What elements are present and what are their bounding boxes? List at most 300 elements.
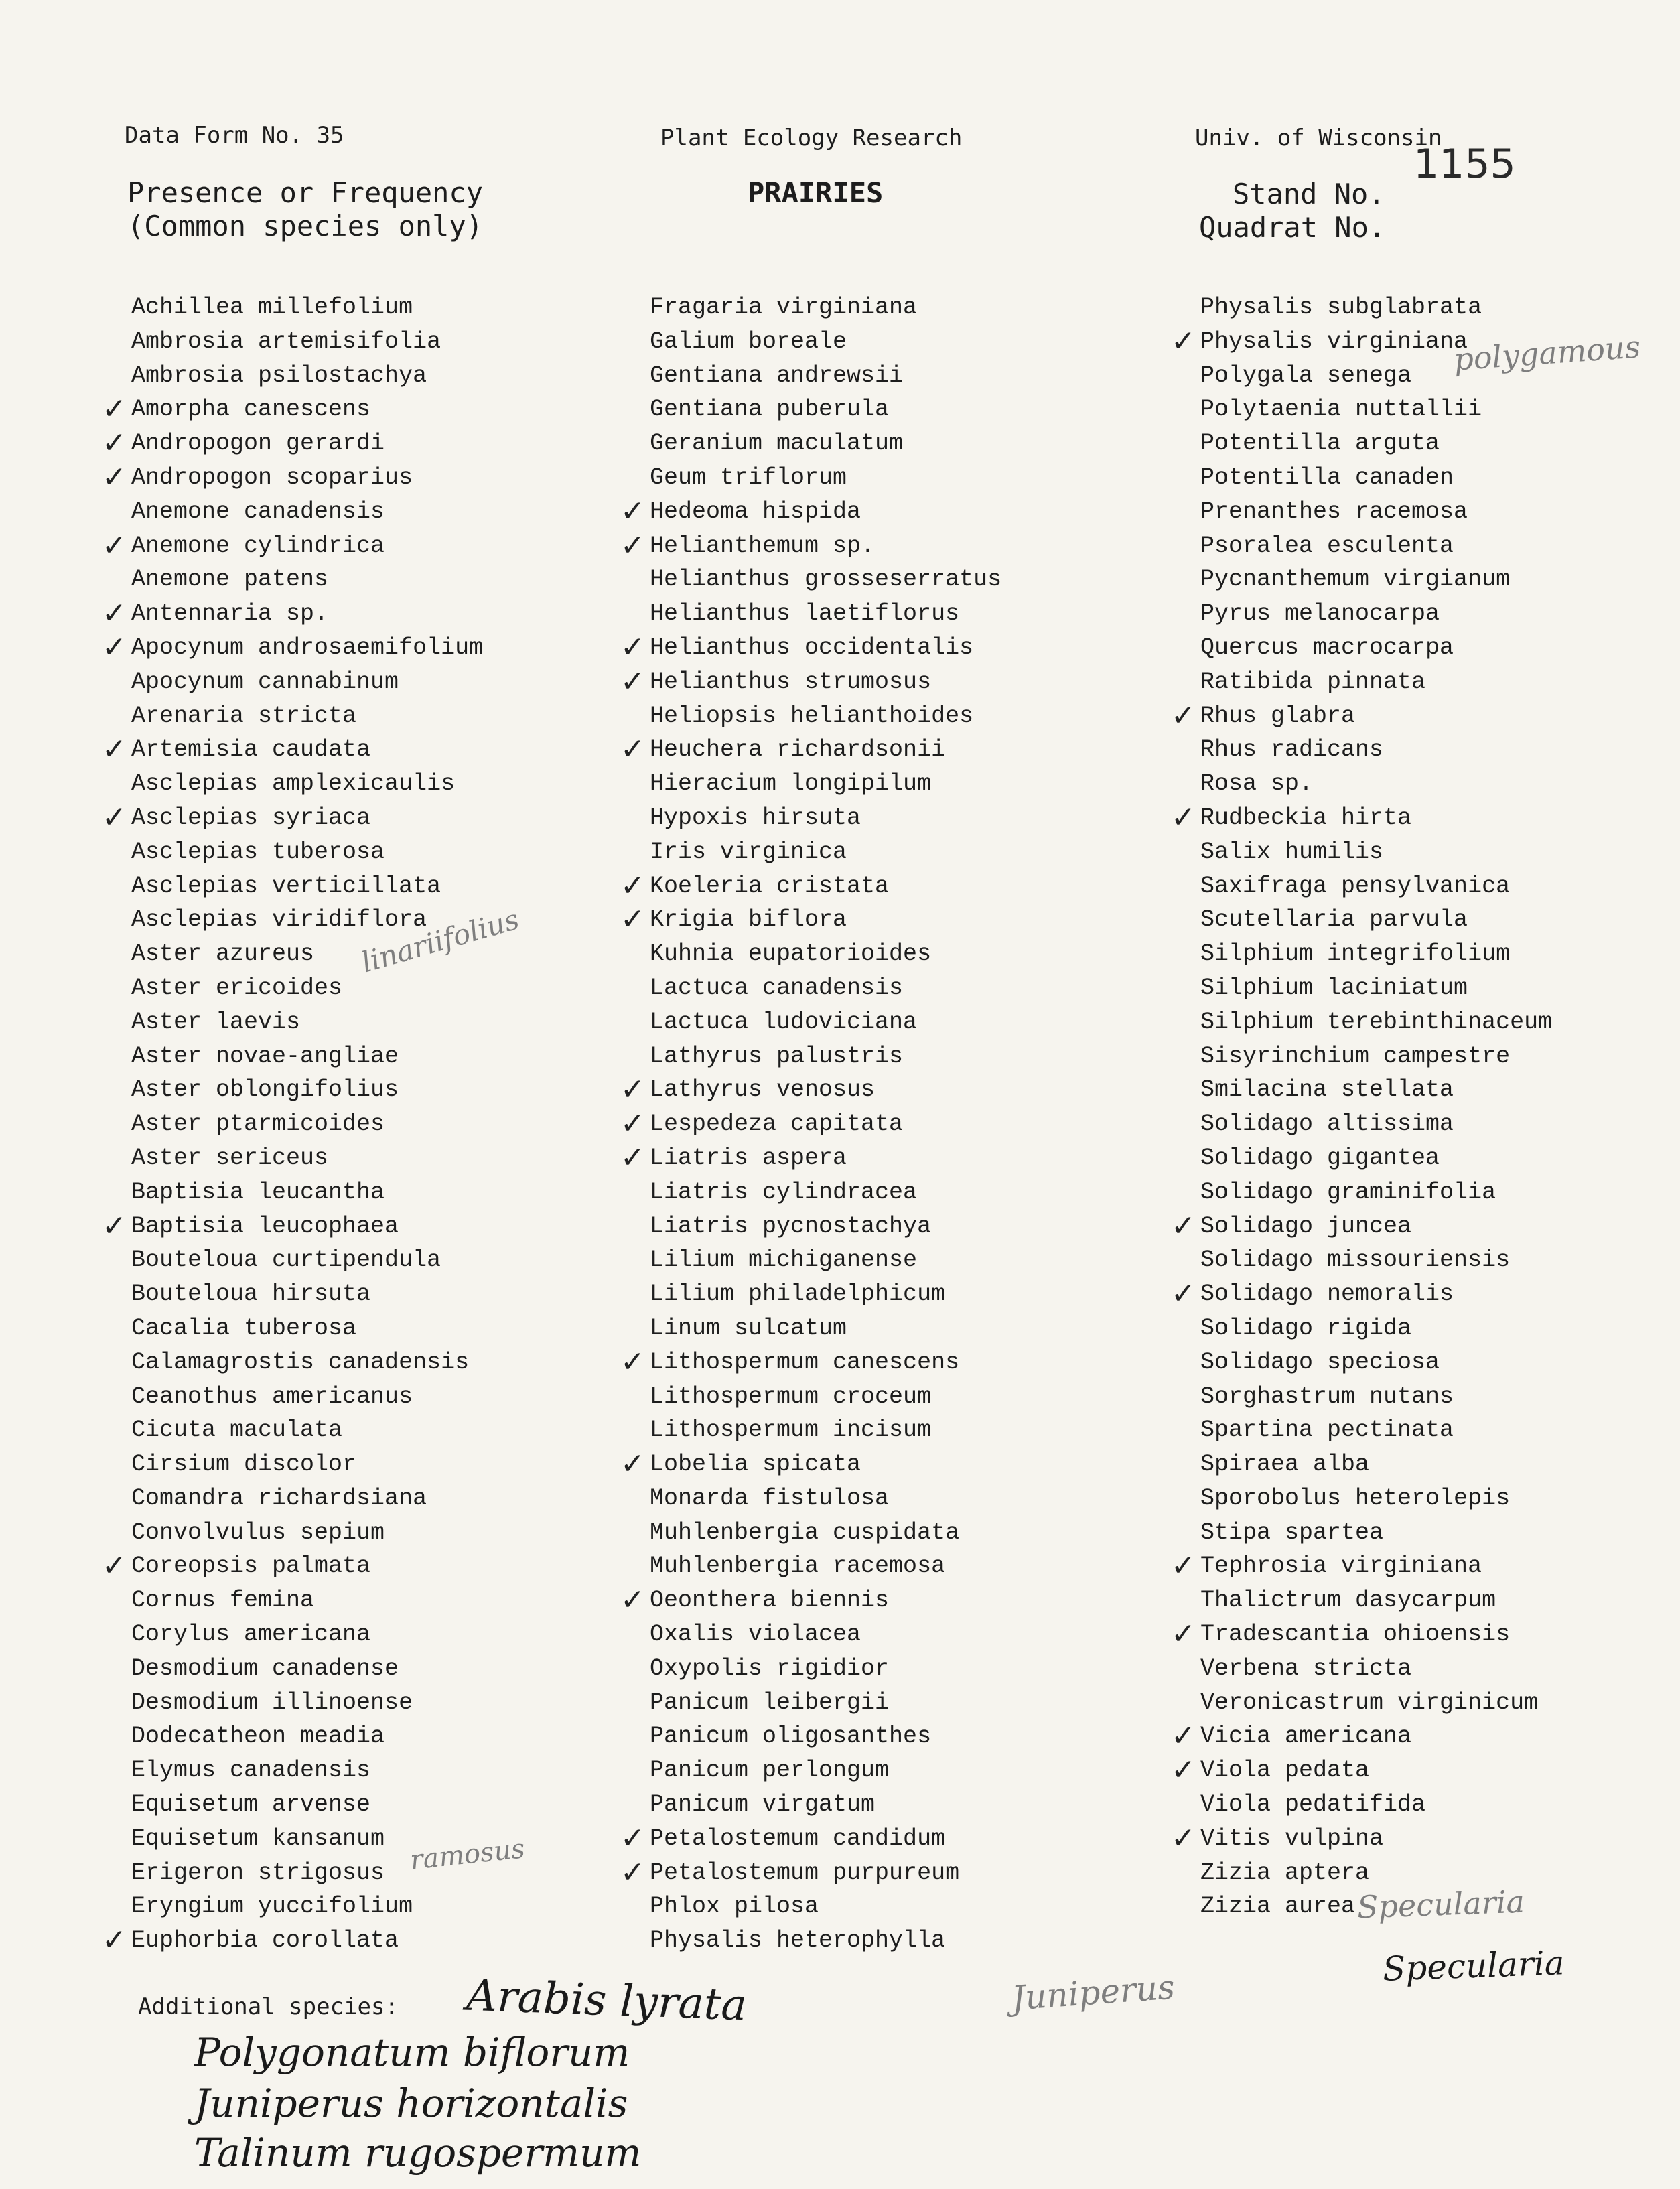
species-item [131,359,640,393]
species-name: Andropogon scoparius [131,464,413,491]
species-name: Calamagrostis canadensis [131,1348,470,1376]
species-name: Silphium laciniatum [1200,974,1468,1001]
species-name: Potentilla canaden [1200,464,1454,491]
species-item [1200,291,1680,325]
species-item [650,1380,1159,1414]
species-name: Panicum virgatum [650,1791,876,1819]
species-name: Convolvulus sepium [131,1519,385,1546]
check-mark-icon: ✓ [620,1072,645,1107]
species-item [131,1040,640,1074]
species-item [620,1583,1159,1618]
species-name: Polytaenia nuttallii [1200,396,1482,423]
species-name: Helianthus occidentalis [650,634,974,661]
species-name: Solidago rigida [1200,1314,1412,1342]
species-item [650,801,1159,835]
species-item [650,1890,1159,1924]
species-name: Desmodium canadense [131,1654,399,1682]
species-item [131,1686,640,1720]
species-item [131,1618,640,1652]
species-item [650,1516,1159,1550]
species-item [1200,631,1680,665]
species-name: Tephrosia virginiana [1200,1553,1482,1580]
university: Univ. of Wisconsin [1195,125,1442,151]
check-mark-icon: ✓ [102,1549,127,1583]
species-item [1200,1686,1680,1720]
species-name: Lespedeza capitata [650,1111,904,1138]
species-item [1171,1208,1680,1244]
species-name: Stipa spartea [1200,1519,1384,1546]
species-name: Petalostemum purpureum [650,1859,960,1886]
additional-species-1: Arabis lyrata [465,1971,748,2031]
species-item [1200,1788,1680,1822]
check-mark-icon: ✓ [102,732,127,767]
check-mark-icon: ✓ [1171,1277,1196,1312]
species-item [620,630,1159,665]
species-item [650,291,1159,325]
check-mark-icon: ✓ [1171,1208,1196,1243]
check-mark-icon: ✓ [102,596,127,631]
species-item [1200,1380,1680,1414]
species-item [102,528,640,563]
species-name: Geum triflorum [650,464,847,491]
species-name: Lathyrus venosus [650,1076,876,1104]
species-name: Apocynum androsaemifolium [131,634,484,661]
species-item [650,393,1159,427]
species-item [650,563,1159,597]
species-name: Lactuca ludoviciana [650,1008,918,1036]
species-name: Anemone patens [131,566,329,593]
species-name: Spartina pectinata [1200,1417,1454,1444]
species-name: Tradescantia ohioensis [1200,1621,1511,1648]
species-column-2 [620,291,1159,1958]
species-item [1200,767,1680,801]
species-item [1171,1617,1680,1652]
page-title: PRAIRIES [748,176,884,209]
species-item [650,1210,1159,1244]
note-linariifolius: linariifolius [357,902,523,979]
species-name: Vicia americana [1200,1723,1412,1750]
species-name: Achillea millefolium [131,294,413,321]
species-name: Liatris aspera [650,1144,847,1172]
species-name: Elymus canadensis [131,1757,371,1784]
species-name: Salix humilis [1200,838,1384,865]
check-mark-icon: ✓ [1171,1549,1196,1583]
species-name: Pycnanthemum virgianum [1200,566,1511,593]
species-name: Hypoxis hirsuta [650,804,861,831]
species-name: Zizia aptera [1200,1859,1370,1886]
species-item [131,1788,640,1822]
species-item [131,699,640,733]
species-name: Monarda fistulosa [650,1484,890,1512]
species-name: Antennaria sp. [131,600,329,628]
check-mark-icon: ✓ [1171,698,1196,733]
species-item [1200,937,1680,971]
species-name: Apocynum cannabinum [131,668,399,695]
species-item [650,1277,1159,1312]
species-item [650,1312,1159,1346]
species-item [650,971,1159,1005]
species-item [131,835,640,869]
species-item [1200,1073,1680,1107]
species-name: Heliopsis helianthoides [650,702,974,729]
species-item [131,1277,640,1312]
species-item [1200,1447,1680,1482]
stand-number-label: Stand No. [1233,178,1385,210]
species-name: Gentiana andrewsii [650,362,904,389]
species-item [1200,1243,1680,1277]
check-mark-icon: ✓ [620,1344,645,1379]
species-item [131,1652,640,1686]
species-item [131,325,640,359]
species-name: Andropogon gerardi [131,430,385,457]
species-name: Helianthus grosseserratus [650,566,1002,593]
additional-species-2: Polygonatum biflorum [194,2030,630,2075]
species-name: Psoralea esculenta [1200,532,1454,559]
note-ramosus: ramosus [409,1833,527,1876]
species-item [1200,1176,1680,1210]
species-item [650,461,1159,495]
species-item [650,937,1159,971]
species-item [650,835,1159,869]
species-item [1200,869,1680,904]
species-name: Physalis subglabrata [1200,294,1482,321]
species-item [1200,903,1680,937]
species-item [620,1447,1159,1482]
species-item [131,563,640,597]
species-name: Physalis heterophylla [650,1927,946,1955]
species-item [620,1344,1159,1380]
species-name: Oxalis violacea [650,1621,861,1648]
species-item [131,1719,640,1754]
species-item [131,1107,640,1141]
species-item [1200,563,1680,597]
check-mark-icon: ✓ [620,494,645,528]
species-name: Fragaria virginiana [650,294,918,321]
species-item [131,1482,640,1516]
check-mark-icon: ✓ [102,800,127,835]
check-mark-icon: ✓ [620,902,645,937]
check-mark-icon: ✓ [1171,324,1196,358]
species-item [1200,1482,1680,1516]
species-item [102,800,640,835]
species-name: Aster ericoides [131,974,343,1001]
species-item [102,1549,640,1583]
species-name: Panicum leibergii [650,1689,890,1716]
species-item [1200,1413,1680,1447]
species-item [620,664,1159,699]
species-name: Galium boreale [650,328,847,355]
species-name: Polygala senega [1200,362,1412,389]
species-name: Prenanthes racemosa [1200,498,1468,525]
check-mark-icon: ✓ [1171,800,1196,835]
species-item [1200,1856,1680,1890]
species-name: Pyrus melanocarpa [1200,600,1440,628]
species-name: Baptisia leucantha [131,1178,385,1206]
species-item [650,1549,1159,1583]
species-item [131,1346,640,1380]
species-name: Kuhnia eupatorioides [650,940,932,968]
species-name: Sporobolus heterolepis [1200,1484,1511,1512]
note-juniperus: Juniperus [1010,1967,1176,2018]
species-name: Thalictrum dasycarpum [1200,1587,1496,1614]
check-mark-icon: ✓ [102,460,127,494]
species-name: Muhlenbergia cuspidata [650,1519,960,1546]
check-mark-icon: ✓ [102,1208,127,1243]
species-item [131,1005,640,1040]
check-mark-icon: ✓ [1171,1719,1196,1754]
check-mark-icon: ✓ [620,868,645,903]
species-name: Helianthus laetiflorus [650,600,960,628]
species-name: Arenaria stricta [131,702,357,729]
species-name: Scutellaria parvula [1200,906,1468,934]
species-item [131,971,640,1005]
species-name: Anemone cylindrica [131,532,385,559]
species-item [131,291,640,325]
species-item [131,1583,640,1618]
species-item [1200,1346,1680,1380]
species-item [1171,800,1680,835]
species-name: Cirsium discolor [131,1451,357,1478]
species-item [1200,597,1680,631]
check-mark-icon: ✓ [102,528,127,563]
species-name: Solidago gigantea [1200,1144,1440,1172]
species-name: Aster laevis [131,1008,301,1036]
species-item [131,1754,640,1788]
species-item [131,1890,640,1924]
species-item [1200,1005,1680,1040]
species-name: Hieracium longipilum [650,770,932,798]
species-name: Linum sulcatum [650,1314,847,1342]
species-item [1200,495,1680,529]
species-name: Viola pedata [1200,1757,1370,1784]
species-item [650,699,1159,733]
species-name: Spiraea alba [1200,1451,1370,1478]
species-item [102,732,640,767]
species-name: Ambrosia artemisifolia [131,328,441,355]
species-name: Lathyrus palustris [650,1042,904,1070]
species-item [131,1413,640,1447]
species-name: Asclepias verticillata [131,872,441,900]
species-item [1200,427,1680,461]
species-name: Sorghastrum nutans [1200,1383,1454,1410]
species-item [620,1140,1159,1176]
form-subtitle-line1: Presence or Frequency [127,176,484,209]
species-item [1200,733,1680,767]
species-name: Bouteloua hirsuta [131,1281,371,1308]
species-item [131,767,640,801]
species-name: Asclepias tuberosa [131,838,385,865]
additional-species-3: Juniperus horizontalis [194,2080,628,2126]
species-name: Erigeron strigosus [131,1859,385,1886]
species-name: Lithospermum incisum [650,1417,932,1444]
check-mark-icon: ✓ [102,1923,127,1958]
species-item [102,460,640,495]
species-name: Panicum oligosanthes [650,1723,932,1750]
species-item [131,1141,640,1176]
species-name: Eryngium yuccifolium [131,1893,413,1920]
species-name: Oeonthera biennis [650,1587,890,1614]
quadrat-number-label: Quadrat No. [1199,211,1386,244]
species-name: Rhus glabra [1200,702,1356,729]
species-item [1200,393,1680,427]
species-name: Equisetum kansanum [131,1825,385,1852]
species-name: Panicum perlongum [650,1757,890,1784]
species-name: Aster ptarmicoides [131,1111,385,1138]
species-name: Artemisia caudata [131,736,371,764]
check-mark-icon: ✓ [1171,1821,1196,1855]
species-item [650,1005,1159,1040]
species-item [102,1208,640,1244]
species-name: Phlox pilosa [650,1893,819,1920]
species-name: Veronicastrum virginicum [1200,1689,1539,1716]
species-name: Lactuca canadensis [650,974,904,1001]
species-name: Lithospermum croceum [650,1383,932,1410]
species-name: Verbena stricta [1200,1654,1412,1682]
species-name: Silphium terebinthinaceum [1200,1008,1553,1036]
species-name: Krigia biflora [650,906,847,934]
species-name: Solidago juncea [1200,1212,1412,1240]
check-mark-icon: ✓ [620,1583,645,1618]
check-mark-icon: ✓ [620,1821,645,1855]
species-column-1 [102,291,640,1958]
species-name: Dodecatheon meadia [131,1723,385,1750]
check-mark-icon: ✓ [102,426,127,461]
species-item [131,903,640,937]
species-name: Ceanothus americanus [131,1383,413,1410]
species-item [1171,698,1680,733]
species-name: Baptisia leucophaea [131,1212,399,1240]
species-name: Ratibida pinnata [1200,668,1426,695]
species-name: Anemone canadensis [131,498,385,525]
species-name: Solidago graminifolia [1200,1178,1496,1206]
species-item [650,597,1159,631]
species-item [650,1686,1159,1720]
species-name: Rudbeckia hirta [1200,804,1412,831]
species-item [650,1719,1159,1754]
species-name: Cornus femina [131,1587,315,1614]
species-name: Liatris pycnostachya [650,1212,932,1240]
species-name: Silphium integrifolium [1200,940,1511,968]
species-item [650,359,1159,393]
species-item [1171,1549,1680,1583]
species-item [650,1754,1159,1788]
species-item [650,1243,1159,1277]
species-item [650,325,1159,359]
species-item [1200,665,1680,699]
species-item [102,426,640,461]
species-item [620,1821,1159,1856]
species-name: Coreopsis palmata [131,1553,371,1580]
species-name: Asclepias syriaca [131,804,371,831]
check-mark-icon: ✓ [620,528,645,563]
species-name: Lobelia spicata [650,1451,861,1478]
species-item [131,665,640,699]
species-name: Lithospermum canescens [650,1348,960,1376]
species-item [102,1923,640,1958]
species-item [620,902,1159,937]
species-name: Muhlenbergia racemosa [650,1553,946,1580]
species-name: Ambrosia psilostachya [131,362,427,389]
species-name: Petalostemum candidum [650,1825,946,1852]
species-item [1200,461,1680,495]
additional-species-4: Talinum rugospermum [194,2130,642,2176]
species-name: Physalis virginiana [1200,328,1468,355]
species-item [131,869,640,904]
species-name: Amorpha canescens [131,396,371,423]
note-specularia-ink: Specularia [1382,1943,1565,1989]
species-item [1200,1312,1680,1346]
species-name: Saxifraga pensylvanica [1200,872,1511,900]
species-item [650,1924,1159,1958]
species-name: Vitis vulpina [1200,1825,1384,1852]
species-item [1200,1107,1680,1141]
species-name: Aster azureus [131,940,315,968]
species-item [650,427,1159,461]
species-item [131,1822,640,1856]
species-item [650,1788,1159,1822]
species-name: Aster novae-angliae [131,1042,399,1070]
species-column-3 [1171,291,1680,1924]
species-item [650,1413,1159,1447]
species-name: Solidago nemoralis [1200,1281,1454,1308]
species-name: Bouteloua curtipendula [131,1247,441,1274]
species-item [131,1380,640,1414]
species-name: Zizia aurea [1200,1893,1356,1920]
check-mark-icon: ✓ [620,1140,645,1175]
species-name: Helianthemum sp. [650,532,876,559]
species-name: Liatris cylindracea [650,1178,918,1206]
species-item [1171,1821,1680,1856]
species-name: Desmodium illinoense [131,1689,413,1716]
species-name: Solidago missouriensis [1200,1247,1511,1274]
species-item [102,392,640,427]
species-item [131,1516,640,1550]
note-specularia-pencil: Specularia [1356,1883,1525,1926]
species-item [620,1855,1159,1890]
species-name: Gentiana puberula [650,396,890,423]
species-name: Oxypolis rigidior [650,1654,890,1682]
species-name: Asclepias amplexicaulis [131,770,456,798]
species-name: Geranium maculatum [650,430,904,457]
species-name: Equisetum arvense [131,1791,371,1819]
species-item [1200,1516,1680,1550]
additional-species-label: Additional species: [138,1993,399,2020]
species-item [1200,1583,1680,1618]
species-item [131,1176,640,1210]
species-name: Euphorbia corollata [131,1927,399,1955]
stand-number-handwritten: 1155 [1413,141,1516,188]
species-item [620,1072,1159,1107]
species-item [650,1618,1159,1652]
species-name: Aster oblongifolius [131,1076,399,1104]
species-item [620,868,1159,904]
species-name: Helianthus strumosus [650,668,932,695]
species-item [1200,1652,1680,1686]
species-item [131,495,640,529]
species-name: Rosa sp. [1200,770,1314,798]
species-item [650,1176,1159,1210]
species-name: Iris virginica [650,838,847,865]
species-item [620,494,1159,529]
species-name: Solidago speciosa [1200,1348,1440,1376]
species-item [620,732,1159,767]
species-name: Quercus macrocarpa [1200,634,1454,661]
species-item [620,1107,1159,1141]
organization: Plant Ecology Research [660,125,963,151]
species-item [1171,1753,1680,1788]
species-item [1200,835,1680,869]
check-mark-icon: ✓ [102,630,127,664]
